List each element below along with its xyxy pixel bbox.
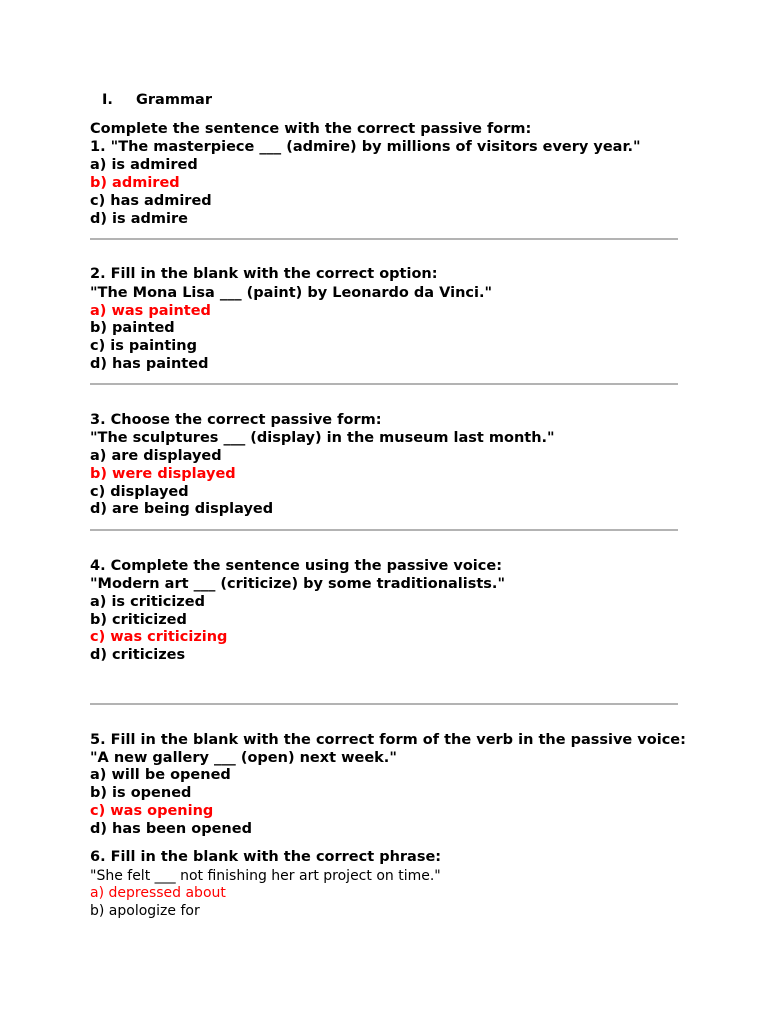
question-2-prompt: 2. Fill in the blank with the correct option: [90, 266, 438, 282]
question-1-option-b: b) admired [90, 175, 180, 191]
divider-2 [90, 383, 678, 385]
question-5-option-d: d) has been opened [90, 821, 252, 837]
question-5-sentence: "A new gallery ___ (open) next week." [90, 750, 397, 766]
question-4-option-d: d) criticizes [90, 647, 186, 663]
question-6-option-a: a) depressed about [90, 885, 226, 901]
question-2-option-a: a) was painted [90, 303, 211, 319]
question-5-option-c: c) was opening [90, 803, 214, 819]
question-2-option-c: c) is painting [90, 338, 197, 354]
section-number: I. [102, 92, 113, 108]
question-1-sentence: 1. "The masterpiece ___ (admire) by millions of visitors every year." [90, 139, 641, 155]
question-3-sentence: "The sculptures ___ (display) in the museum last month." [90, 430, 555, 446]
question-1-option-d: d) is admire [90, 211, 188, 227]
divider-4 [90, 703, 678, 705]
question-3-option-b: b) were displayed [90, 466, 236, 482]
divider-3 [90, 529, 678, 531]
question-2-option-d: d) has painted [90, 356, 209, 372]
question-1-option-a: a) is admired [90, 157, 198, 173]
question-4-prompt: 4. Complete the sentence using the passive voice: [90, 558, 502, 574]
question-3-option-c: c) displayed [90, 484, 189, 500]
question-5-prompt: 5. Fill in the blank with the correct form of the verb in the passive voice: [90, 732, 686, 748]
question-3-prompt: 3. Choose the correct passive form: [90, 412, 382, 428]
question-3-option-d: d) are being displayed [90, 501, 274, 517]
question-6-option-b: b) apologize for [90, 903, 200, 919]
question-5-option-a: a) will be opened [90, 767, 231, 783]
section-title: Grammar [136, 92, 212, 108]
question-1-prompt: Complete the sentence with the correct passive form: [90, 121, 532, 137]
question-5-option-b: b) is opened [90, 785, 192, 801]
question-6-prompt: 6. Fill in the blank with the correct phrase: [90, 849, 442, 865]
question-3-option-a: a) are displayed [90, 448, 222, 464]
question-2-option-b: b) painted [90, 320, 175, 336]
question-4-option-b: b) criticized [90, 612, 187, 628]
question-4-option-c: c) was criticizing [90, 629, 228, 645]
question-6-sentence: "She felt ___ not finishing her art project on time." [90, 868, 441, 884]
question-2-sentence: "The Mona Lisa ___ (paint) by Leonardo da Vinci." [90, 285, 493, 301]
question-1-option-c: c) has admired [90, 193, 212, 209]
question-4-option-a: a) is criticized [90, 594, 205, 610]
question-4-sentence: "Modern art ___ (criticize) by some traditionalists." [90, 576, 505, 592]
divider-1 [90, 238, 678, 240]
